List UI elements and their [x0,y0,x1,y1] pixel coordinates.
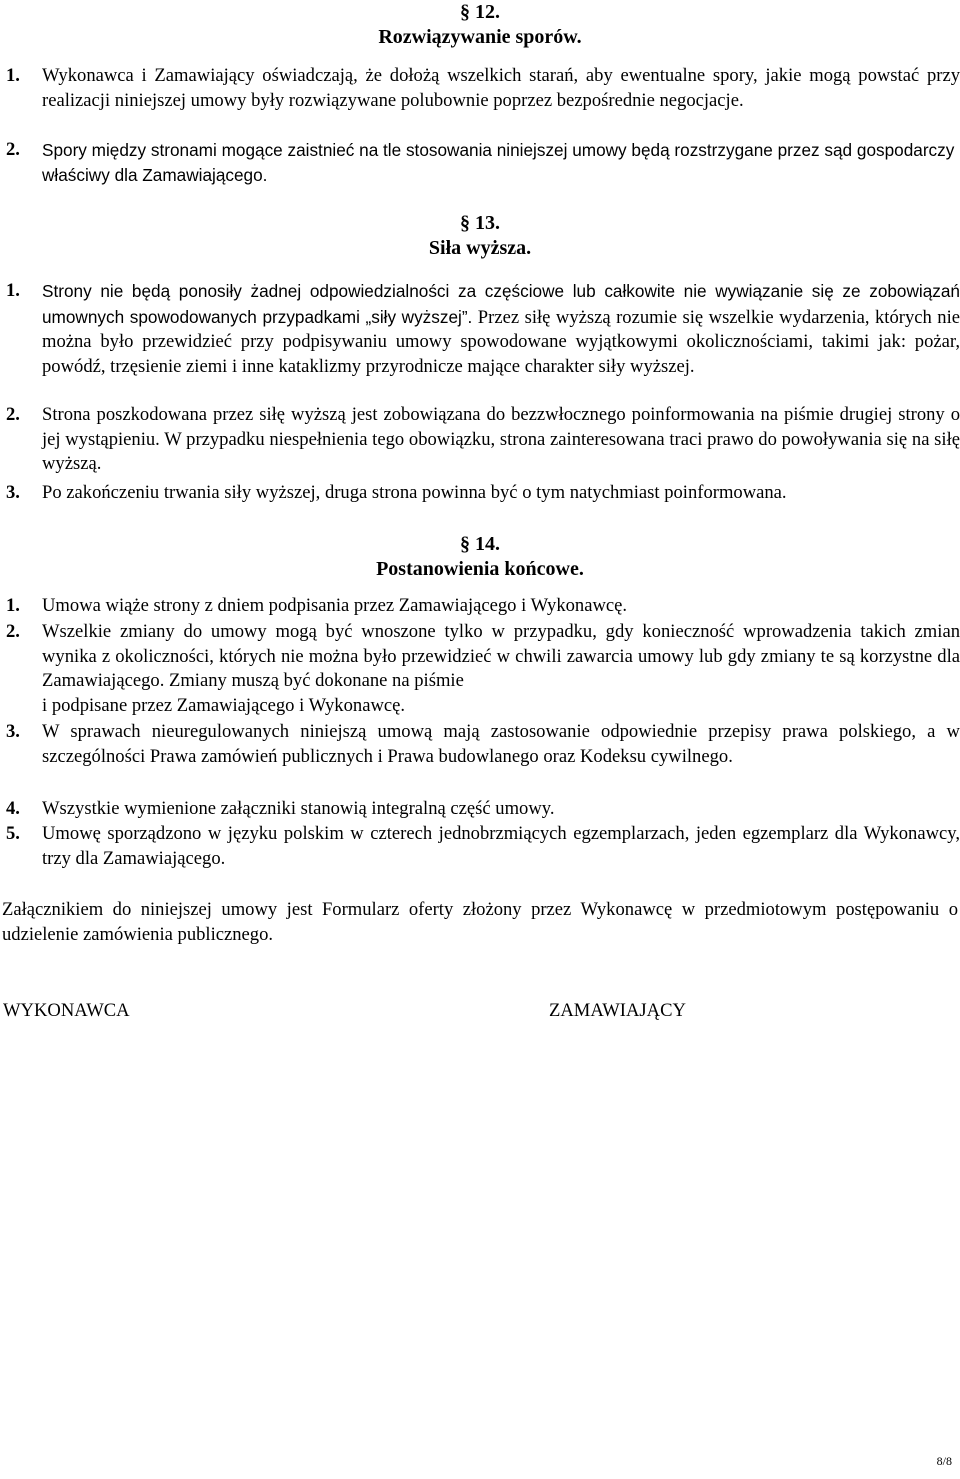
item-text: Po zakończeniu trwania siły wyższej, druga strona powinna być o tym natychmiast poinformowana. [42,482,787,503]
section-13-item-1 [0,279,960,379]
section-14-title: Postanowienia końcowe. [376,558,584,580]
item-number: 3. [6,721,20,742]
item-number: 1. [6,65,20,86]
section-12-title: Rozwiązywanie sporów. [378,26,582,48]
section-14-item-1 [0,594,960,619]
item-text [42,620,960,718]
section-13-heading [0,211,960,261]
section-13-item-3 [0,481,960,506]
section-14-number: § 14. [460,533,500,555]
section-13-title: Siła wyższa. [428,237,532,259]
item-text-part-a: Wszelkie zmiany do umowy mogą być wnoszone tylko w przypadku, gdy konieczność wprowadzenia takich zmian wynika z okoliczności, których nie można było przewidzieć w chwili zawarcia umowy lub gdy zmiany te są korzystne dla Zamawiającego. Zmiany muszą być dokonane na piśmie [42,621,960,691]
item-text-part-b: i podpisane przez Zamawiającego i Wykonawcę. [42,694,406,716]
item-number: 1. [6,595,20,616]
item-number: 4. [6,798,20,819]
item-text: W sprawach nieuregulowanych niniejszą umową mają zastosowanie odpowiednie przepisy prawa polskiego, a w szczególności Prawa zamówień publicznych i Prawa budowlanego oraz Kodeksu cywilnego. [42,721,960,767]
item-text: Wszystkie wymienione załączniki stanowią integralną część umowy. [42,798,555,819]
item-number: 1. [6,280,20,301]
section-14-item-3 [0,720,960,769]
item-number: 2. [6,139,20,160]
section-12-heading [0,0,960,50]
section-14-item-2 [0,620,960,718]
section-12-item-2 [0,138,960,187]
item-text: Umowę sporządzono w języku polskim w czterech jednobrzmiących egzemplarzach, jeden egzemplarz dla Wykonawcy, trzy dla Zamawiającego. [42,823,960,869]
item-number: 5. [6,823,20,844]
item-text: Spory między stronami mogące zaistnieć na tle stosowania niniejszej umowy będą rozstrzygane przez sąd gospodarczy właściwy dla Zamawiającego. [42,140,955,185]
item-text: Wykonawca i Zamawiający oświadczają, że dołożą wszelkich starań, aby ewentualne spory, jakie mogą powstać przy realizacji niniejszej umowy były rozwiązywane polubownie poprzez bezpośrednie negocjacje. [42,65,960,111]
item-text-part-b: Przez siłę wyższą rozumie się wszelkie wydarzenia, których nie można było przewidzieć przy podpisywaniu umowy spowodowane wyjątkowymi okolicznościami, takimi jak: pożar, powódź, trzęsienie ziemi i inne kataklizmy przyrodnicze mające charakter siły wyższej. [42,306,960,377]
section-13-number: § 13. [460,212,500,234]
attachment-note: Załącznikiem do niniejszej umowy jest Formularz oferty złożony przez Wykonawcę w przedmiotowym postępowaniu o udzielenie zamówienia publicznego. [2,899,958,945]
item-number: 2. [6,621,20,642]
item-number: 2. [6,404,20,425]
item-text: Strona poszkodowana przez siłę wyższą jest zobowiązana do bezzwłocznego poinformowania na piśmie drugiej strony o jej wystąpieniu. W przypadku niespełnienia tego obowiązku, strona zainteresowana traci prawo do powoływania się na siłę wyższą. [42,404,960,474]
section-14-item-5 [0,822,960,871]
item-text: Umowa wiąże strony z dniem podpisania przez Zamawiającego i Wykonawcę. [42,595,628,616]
signature-employer: ZAMAWIAJĄCY [549,1000,686,1021]
section-14-heading [0,532,960,582]
section-12-item-1 [0,64,960,113]
item-number: 3. [6,482,20,503]
section-13-item-2 [0,403,960,477]
item-text [42,279,960,379]
section-14-item-4 [0,797,960,822]
section-12-number: § 12. [460,1,500,23]
signature-contractor: WYKONAWCA [3,1000,130,1021]
item-text-part-a: Strony nie będą ponosiły żadnej odpowiedzialności za częściowe lub całkowite nie wywiązanie się ze zobowiązań umownych spowodowanych przypadkami „siły wyższej”. [42,281,960,327]
page-number: 8/8 [936,1454,952,1468]
